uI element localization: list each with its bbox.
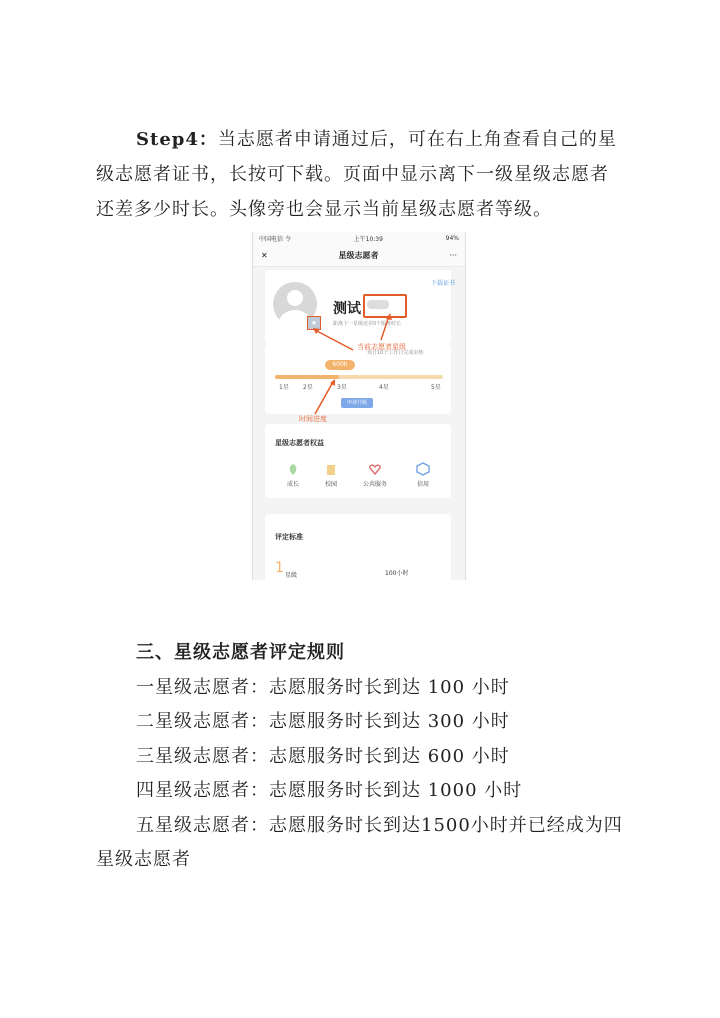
clock-text: 上午10:39	[353, 235, 383, 243]
nav-title: 星级志愿者	[338, 250, 379, 260]
building-icon	[324, 462, 338, 476]
cube-icon	[416, 462, 430, 476]
more-icon[interactable]: ···	[449, 250, 457, 260]
user-name: 测试	[333, 301, 361, 317]
standard-level-hours: 100小时	[385, 570, 409, 577]
rule-item: 一星级志愿者：志愿服务时长到达 100 小时	[136, 676, 510, 698]
heart-icon	[368, 462, 382, 476]
progress-track	[275, 375, 443, 379]
rules-section	[96, 636, 636, 878]
intro-line-1: 当志愿者申请通过后，可在右上角查看自己的星	[217, 129, 617, 150]
download-certificate-link[interactable]: 下载证书	[430, 280, 455, 287]
rules-heading: 三、星级志愿者评定规则	[136, 642, 345, 663]
rule-item: 二星级志愿者：志愿服务时长到达 300 小时	[136, 711, 510, 732]
level-tick: 3星	[337, 384, 347, 391]
progress-hours-label: 600h	[325, 360, 355, 370]
benefits-title: 星级志愿者权益	[275, 439, 324, 447]
intro-paragraph	[96, 122, 636, 227]
rule-item: 三星级志愿者：志愿服务时长到达 600 小时	[136, 745, 510, 767]
carrier-text: 中国电信 令	[259, 235, 291, 243]
standard-level-label: 星级	[285, 572, 298, 579]
level-tick: 2星	[303, 384, 313, 391]
leaf-icon	[286, 462, 300, 476]
rule-item: 四星级志愿者：志愿服务时长到达 1000 小时	[136, 780, 523, 801]
benefit-public-service[interactable]: 公共服务	[359, 462, 391, 488]
review-note: 预计10个工作日完成审核	[367, 350, 424, 356]
intro-line-3: 还差多少时长。头像旁也会显示当前星级志愿者等级。	[96, 199, 552, 220]
next-level-hint: 距离下一星级还差0个服务时长	[333, 321, 402, 327]
level-tick: 5星	[431, 384, 441, 391]
benefit-growth[interactable]: 成长	[277, 462, 309, 488]
benefit-credit[interactable]: 信用	[407, 462, 439, 488]
rule-item: 五星级志愿者：志愿服务时长到达1500小时并已经成为四星级志愿者	[96, 814, 623, 870]
close-icon[interactable]: ✕	[261, 250, 268, 260]
standard-title: 评定标准	[275, 533, 303, 541]
progress-fill	[275, 375, 339, 379]
annotation-current-level: 当前志愿者星级	[357, 343, 406, 351]
phone-screenshot	[252, 232, 466, 580]
annotation-time-progress: 时间进度	[299, 415, 327, 423]
standard-level-number: 1	[275, 560, 284, 576]
step-label: Step4：	[136, 129, 218, 150]
battery-text: 94%	[445, 234, 459, 242]
intro-line-2: 级志愿者证书，长按可下载。页面中显示离下一级星级志愿者	[96, 164, 609, 185]
benefit-campus[interactable]: 校园	[315, 462, 347, 488]
level-tick: 1星	[279, 384, 289, 391]
star-level-badge-icon: ★	[307, 316, 321, 330]
apply-upgrade-button[interactable]: 申请升级	[341, 398, 373, 408]
level-tick: 4星	[379, 384, 389, 391]
